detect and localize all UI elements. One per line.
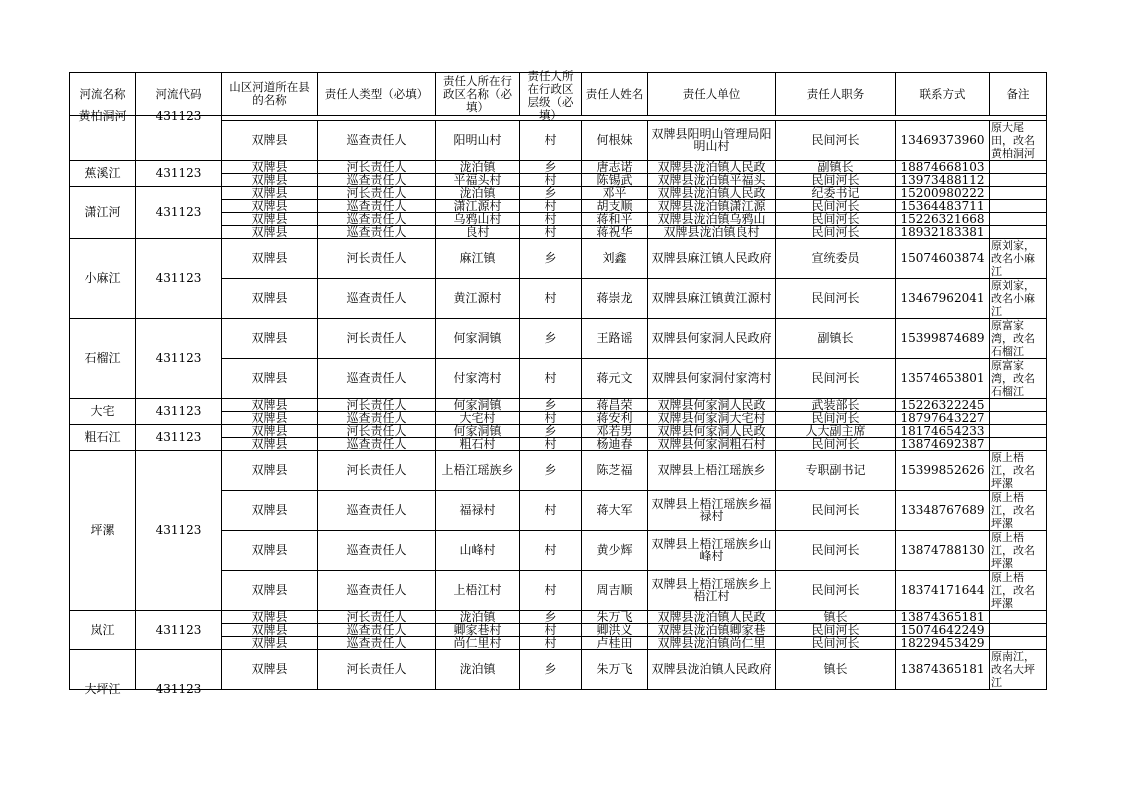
person-name-cell: 陈芝福 <box>582 450 648 490</box>
phone-cell: 15364483711 <box>896 199 990 212</box>
area-cell: 上梧江瑶族乡 <box>436 450 520 490</box>
unit-cell: 双牌县麻江镇人民政府 <box>648 238 776 278</box>
county-cell: 双牌县 <box>222 173 318 186</box>
person-type-cell: 巡查责任人 <box>318 212 436 225</box>
unit-cell: 双牌县何家洞粗石村 <box>648 437 776 450</box>
area-cell: 平福头村 <box>436 173 520 186</box>
table-row <box>70 649 1047 689</box>
county-cell: 双牌县 <box>222 318 318 358</box>
river-name-cell: 大坪江 <box>70 649 136 689</box>
post-cell: 民间河长 <box>776 636 896 649</box>
unit-cell: 双牌县泷泊镇潇江源 <box>648 199 776 212</box>
river-code-cell: 431123 <box>136 398 222 424</box>
person-type-cell: 巡查责任人 <box>318 199 436 212</box>
person-name-cell: 黄少辉 <box>582 530 648 570</box>
person-name-cell: 邓若男 <box>582 424 648 437</box>
level-cell: 村 <box>520 173 582 186</box>
river-code-cell: 431123 <box>136 116 222 121</box>
note-cell <box>990 225 1047 238</box>
note-cell: 原刘家，改名小麻江 <box>990 278 1047 318</box>
header-river-code: 河流代码 <box>136 73 222 116</box>
person-name-cell: 杨迪春 <box>582 437 648 450</box>
person-name-cell: 蒋大军 <box>582 490 648 530</box>
person-type-cell: 河长责任人 <box>318 450 436 490</box>
level-cell: 乡 <box>520 160 582 173</box>
person-type-cell: 巡查责任人 <box>318 358 436 398</box>
unit-cell: 双牌县阳明山管理局阳明山村 <box>648 120 776 160</box>
unit-cell: 双牌县泷泊镇人民政 <box>648 186 776 199</box>
county-cell: 双牌县 <box>222 160 318 173</box>
river-code-cell: 431123 <box>136 610 222 649</box>
level-cell: 村 <box>520 623 582 636</box>
post-cell: 副镇长 <box>776 160 896 173</box>
header-phone: 联系方式 <box>896 73 990 116</box>
phone-cell: 18932183381 <box>896 225 990 238</box>
note-cell: 原上梧江，改名坪漯 <box>990 570 1047 610</box>
post-cell: 民间河长 <box>776 173 896 186</box>
person-type-cell: 巡查责任人 <box>318 411 436 424</box>
county-cell: 双牌县 <box>222 398 318 411</box>
area-cell: 泷泊镇 <box>436 610 520 623</box>
person-name-cell: 朱万飞 <box>582 610 648 623</box>
county-cell: 双牌县 <box>222 358 318 398</box>
header-post: 责任人职务 <box>776 73 896 116</box>
phone-cell: 18374171644 <box>896 570 990 610</box>
unit-cell: 双牌县何家洞人民政 <box>648 398 776 411</box>
unit-cell: 双牌县何家洞大宅村 <box>648 411 776 424</box>
person-type-cell: 河长责任人 <box>318 649 436 689</box>
area-cell: 粗石村 <box>436 437 520 450</box>
header-person-type: 责任人类型（必填） <box>318 73 436 116</box>
note-cell: 原上梧江，改名坪漯 <box>990 450 1047 490</box>
river-name-cell: 岚江 <box>70 610 136 649</box>
area-cell: 麻江镇 <box>436 238 520 278</box>
header-note: 备注 <box>990 73 1047 116</box>
phone-cell: 13874365181 <box>896 610 990 623</box>
area-cell: 尚仁里村 <box>436 636 520 649</box>
level-cell: 村 <box>520 199 582 212</box>
phone-cell: 15399874689 <box>896 318 990 358</box>
level-cell: 乡 <box>520 186 582 199</box>
note-cell: 原刘家，改名小麻江 <box>990 238 1047 278</box>
post-cell: 民间河长 <box>776 278 896 318</box>
header-area: 责任人所在行政区名称（必填） <box>436 73 520 116</box>
area-cell: 何家洞镇 <box>436 318 520 358</box>
unit-cell: 双牌县泷泊镇人民政府 <box>648 649 776 689</box>
note-cell: 原上梧江，改名坪漯 <box>990 490 1047 530</box>
level-cell: 乡 <box>520 318 582 358</box>
area-cell: 上梧江村 <box>436 570 520 610</box>
river-name-cell: 坪漯 <box>70 450 136 610</box>
area-cell: 付家湾村 <box>436 358 520 398</box>
area-cell: 何家洞镇 <box>436 424 520 437</box>
level-cell: 乡 <box>520 610 582 623</box>
note-cell <box>990 610 1047 623</box>
river-code-cell <box>136 120 222 160</box>
level-cell: 乡 <box>520 649 582 689</box>
note-cell <box>990 186 1047 199</box>
person-name-cell: 何根妹 <box>582 120 648 160</box>
person-name-cell: 蒋元文 <box>582 358 648 398</box>
unit-cell: 双牌县上梧江瑶族乡上梧江村 <box>648 570 776 610</box>
county-cell: 双牌县 <box>222 238 318 278</box>
spreadsheet-sheet <box>69 69 1046 696</box>
county-cell: 双牌县 <box>222 424 318 437</box>
note-cell <box>990 411 1047 424</box>
person-type-cell: 巡查责任人 <box>318 570 436 610</box>
area-cell: 黄江源村 <box>436 278 520 318</box>
post-cell: 民间河长 <box>776 120 896 160</box>
level-cell: 村 <box>520 212 582 225</box>
phone-cell: 15200980222 <box>896 186 990 199</box>
river-name-cell: 潇江河 <box>70 186 136 238</box>
post-cell: 专职副书记 <box>776 450 896 490</box>
table-row <box>70 610 1047 623</box>
post-cell: 人大副主席 <box>776 424 896 437</box>
county-cell: 双牌县 <box>222 437 318 450</box>
phone-cell: 13469373960 <box>896 120 990 160</box>
county-cell: 双牌县 <box>222 199 318 212</box>
post-cell: 副镇长 <box>776 318 896 358</box>
county-cell: 双牌县 <box>222 225 318 238</box>
table-row <box>70 398 1047 411</box>
county-cell: 双牌县 <box>222 120 318 160</box>
person-name-cell: 朱万飞 <box>582 649 648 689</box>
area-cell: 福禄村 <box>436 490 520 530</box>
post-cell: 民间河长 <box>776 199 896 212</box>
person-type-cell: 河长责任人 <box>318 318 436 358</box>
person-name-cell: 蒋祝华 <box>582 225 648 238</box>
note-cell: 原富家湾，改名石榴江 <box>990 318 1047 358</box>
area-cell: 大宅村 <box>436 411 520 424</box>
person-name-cell: 唐志诺 <box>582 160 648 173</box>
phone-cell: 13467962041 <box>896 278 990 318</box>
river-name-cell: 黄柏洞河 <box>70 116 136 121</box>
unit-cell: 双牌县泷泊镇良村 <box>648 225 776 238</box>
person-type-cell: 巡查责任人 <box>318 225 436 238</box>
note-cell <box>990 636 1047 649</box>
person-type-cell: 巡查责任人 <box>318 173 436 186</box>
river-name-cell: 石榴江 <box>70 318 136 398</box>
area-cell: 阳明山村 <box>436 120 520 160</box>
phone-cell: 13874788130 <box>896 530 990 570</box>
river-chief-table <box>69 69 1047 696</box>
county-cell: 双牌县 <box>222 636 318 649</box>
table-row <box>70 450 1047 490</box>
level-cell: 村 <box>520 278 582 318</box>
phone-cell: 18229453429 <box>896 636 990 649</box>
unit-cell: 双牌县何家洞人民政府 <box>648 318 776 358</box>
unit-cell: 双牌县上梧江瑶族乡福禄村 <box>648 490 776 530</box>
phone-cell: 13874692387 <box>896 437 990 450</box>
header-unit: 责任人单位 <box>648 73 776 116</box>
river-code-cell: 431123 <box>136 649 222 689</box>
phone-cell: 15226321668 <box>896 212 990 225</box>
level-cell: 村 <box>520 437 582 450</box>
phone-cell: 15074603874 <box>896 238 990 278</box>
person-type-cell: 巡查责任人 <box>318 278 436 318</box>
person-type-cell: 河长责任人 <box>318 186 436 199</box>
person-name-cell: 邓平 <box>582 186 648 199</box>
person-type-cell: 巡查责任人 <box>318 530 436 570</box>
note-cell <box>990 160 1047 173</box>
river-name-cell: 大宅 <box>70 398 136 424</box>
note-cell: 原富家湾，改名石榴江 <box>990 358 1047 398</box>
county-cell: 双牌县 <box>222 530 318 570</box>
unit-cell: 双牌县泷泊镇人民政 <box>648 160 776 173</box>
level-cell: 村 <box>520 636 582 649</box>
post-cell: 镇长 <box>776 649 896 689</box>
note-cell <box>990 623 1047 636</box>
unit-cell: 双牌县泷泊镇乌鸦山 <box>648 212 776 225</box>
table-row <box>70 186 1047 199</box>
post-cell: 民间河长 <box>776 212 896 225</box>
note-cell: 原南江，改名大坪江 <box>990 649 1047 689</box>
note-cell <box>990 199 1047 212</box>
phone-cell: 13874365181 <box>896 649 990 689</box>
county-cell: 双牌县 <box>222 212 318 225</box>
phone-cell: 15226322245 <box>896 398 990 411</box>
post-cell: 民间河长 <box>776 623 896 636</box>
phone-cell: 15074642249 <box>896 623 990 636</box>
area-cell: 泷泊镇 <box>436 186 520 199</box>
person-type-cell: 巡查责任人 <box>318 120 436 160</box>
post-cell: 纪委书记 <box>776 186 896 199</box>
person-type-cell: 河长责任人 <box>318 424 436 437</box>
county-cell: 双牌县 <box>222 623 318 636</box>
post-cell: 民间河长 <box>776 570 896 610</box>
phone-cell: 18797643227 <box>896 411 990 424</box>
post-cell: 宣统委员 <box>776 238 896 278</box>
level-cell: 村 <box>520 411 582 424</box>
county-cell: 双牌县 <box>222 186 318 199</box>
river-code-cell: 431123 <box>136 186 222 238</box>
level-cell: 乡 <box>520 450 582 490</box>
river-name-cell <box>70 120 136 160</box>
level-cell: 村 <box>520 490 582 530</box>
person-name-cell: 刘鑫 <box>582 238 648 278</box>
unit-cell: 双牌县泷泊镇平福头 <box>648 173 776 186</box>
post-cell: 民间河长 <box>776 490 896 530</box>
county-cell: 双牌县 <box>222 610 318 623</box>
person-name-cell: 陈锡武 <box>582 173 648 186</box>
unit-cell: 双牌县何家洞人民政 <box>648 424 776 437</box>
header-level: 责任人所在行政区层级（必填） <box>520 73 582 116</box>
area-cell: 山峰村 <box>436 530 520 570</box>
header-county: 山区河道所在县的名称 <box>222 73 318 116</box>
unit-cell: 双牌县泷泊镇人民政 <box>648 610 776 623</box>
post-cell: 民间河长 <box>776 437 896 450</box>
county-cell: 双牌县 <box>222 490 318 530</box>
river-code-cell: 431123 <box>136 160 222 186</box>
note-cell <box>990 437 1047 450</box>
phone-cell: 13348767689 <box>896 490 990 530</box>
table-row <box>70 238 1047 278</box>
river-code-cell: 431123 <box>136 450 222 610</box>
person-type-cell: 巡查责任人 <box>318 490 436 530</box>
county-cell: 双牌县 <box>222 278 318 318</box>
level-cell: 村 <box>520 120 582 160</box>
unit-cell: 双牌县何家洞付家湾村 <box>648 358 776 398</box>
person-type-cell: 巡查责任人 <box>318 636 436 649</box>
river-code-cell: 431123 <box>136 238 222 318</box>
post-cell: 民间河长 <box>776 530 896 570</box>
person-name-cell: 周吉顺 <box>582 570 648 610</box>
note-cell <box>990 424 1047 437</box>
phone-cell: 18874668103 <box>896 160 990 173</box>
person-type-cell: 河长责任人 <box>318 398 436 411</box>
person-type-cell: 巡查责任人 <box>318 437 436 450</box>
table-row <box>70 318 1047 358</box>
note-cell: 原上梧江，改名坪漯 <box>990 530 1047 570</box>
river-code-cell: 431123 <box>136 318 222 398</box>
post-cell: 民间河长 <box>776 225 896 238</box>
river-name-cell: 蕉溪江 <box>70 160 136 186</box>
unit-cell: 双牌县上梧江瑶族乡山峰村 <box>648 530 776 570</box>
post-cell: 民间河长 <box>776 358 896 398</box>
person-name-cell: 蒋昌荣 <box>582 398 648 411</box>
table-row <box>70 160 1047 173</box>
note-cell: 原大尾田，改名黄柏洞河 <box>990 120 1047 160</box>
unit-cell: 双牌县上梧江瑶族乡 <box>648 450 776 490</box>
person-type-cell: 巡查责任人 <box>318 623 436 636</box>
person-type-cell: 河长责任人 <box>318 160 436 173</box>
county-cell: 双牌县 <box>222 411 318 424</box>
person-name-cell: 卿洪义 <box>582 623 648 636</box>
header-river-name: 河流名称 <box>70 73 136 116</box>
person-name-cell: 蒋安利 <box>582 411 648 424</box>
phone-cell: 18174654233 <box>896 424 990 437</box>
unit-cell: 双牌县泷泊镇卿家巷 <box>648 623 776 636</box>
person-name-cell: 蒋和平 <box>582 212 648 225</box>
area-cell: 泷泊镇 <box>436 160 520 173</box>
level-cell: 村 <box>520 570 582 610</box>
phone-cell: 15399852626 <box>896 450 990 490</box>
county-cell: 双牌县 <box>222 450 318 490</box>
post-cell: 民间河长 <box>776 411 896 424</box>
person-name-cell: 王路谣 <box>582 318 648 358</box>
level-cell: 村 <box>520 358 582 398</box>
level-cell: 乡 <box>520 398 582 411</box>
county-cell: 双牌县 <box>222 649 318 689</box>
area-cell: 卿家巷村 <box>436 623 520 636</box>
river-name-cell: 小麻江 <box>70 238 136 318</box>
person-type-cell: 河长责任人 <box>318 238 436 278</box>
table-row <box>70 120 1047 160</box>
county-cell: 双牌县 <box>222 570 318 610</box>
table-row <box>70 424 1047 437</box>
phone-cell: 13574653801 <box>896 358 990 398</box>
note-cell <box>990 398 1047 411</box>
level-cell: 村 <box>520 530 582 570</box>
person-type-cell: 河长责任人 <box>318 610 436 623</box>
phone-cell: 13973488112 <box>896 173 990 186</box>
area-cell: 良村 <box>436 225 520 238</box>
post-cell: 镇长 <box>776 610 896 623</box>
post-cell: 武装部长 <box>776 398 896 411</box>
river-name-cell: 粗石江 <box>70 424 136 450</box>
area-cell: 泷泊镇 <box>436 649 520 689</box>
unit-cell: 双牌县麻江镇黄江源村 <box>648 278 776 318</box>
person-name-cell: 蒋崇龙 <box>582 278 648 318</box>
note-cell <box>990 212 1047 225</box>
level-cell: 乡 <box>520 424 582 437</box>
header-person-name: 责任人姓名 <box>582 73 648 116</box>
area-cell: 潇江源村 <box>436 199 520 212</box>
person-name-cell: 卢桂田 <box>582 636 648 649</box>
river-code-cell: 431123 <box>136 424 222 450</box>
area-cell: 乌鸦山村 <box>436 212 520 225</box>
unit-cell: 双牌县泷泊镇尚仁里 <box>648 636 776 649</box>
area-cell: 何家洞镇 <box>436 398 520 411</box>
level-cell: 乡 <box>520 238 582 278</box>
note-cell <box>990 173 1047 186</box>
level-cell: 村 <box>520 225 582 238</box>
person-name-cell: 胡支顺 <box>582 199 648 212</box>
